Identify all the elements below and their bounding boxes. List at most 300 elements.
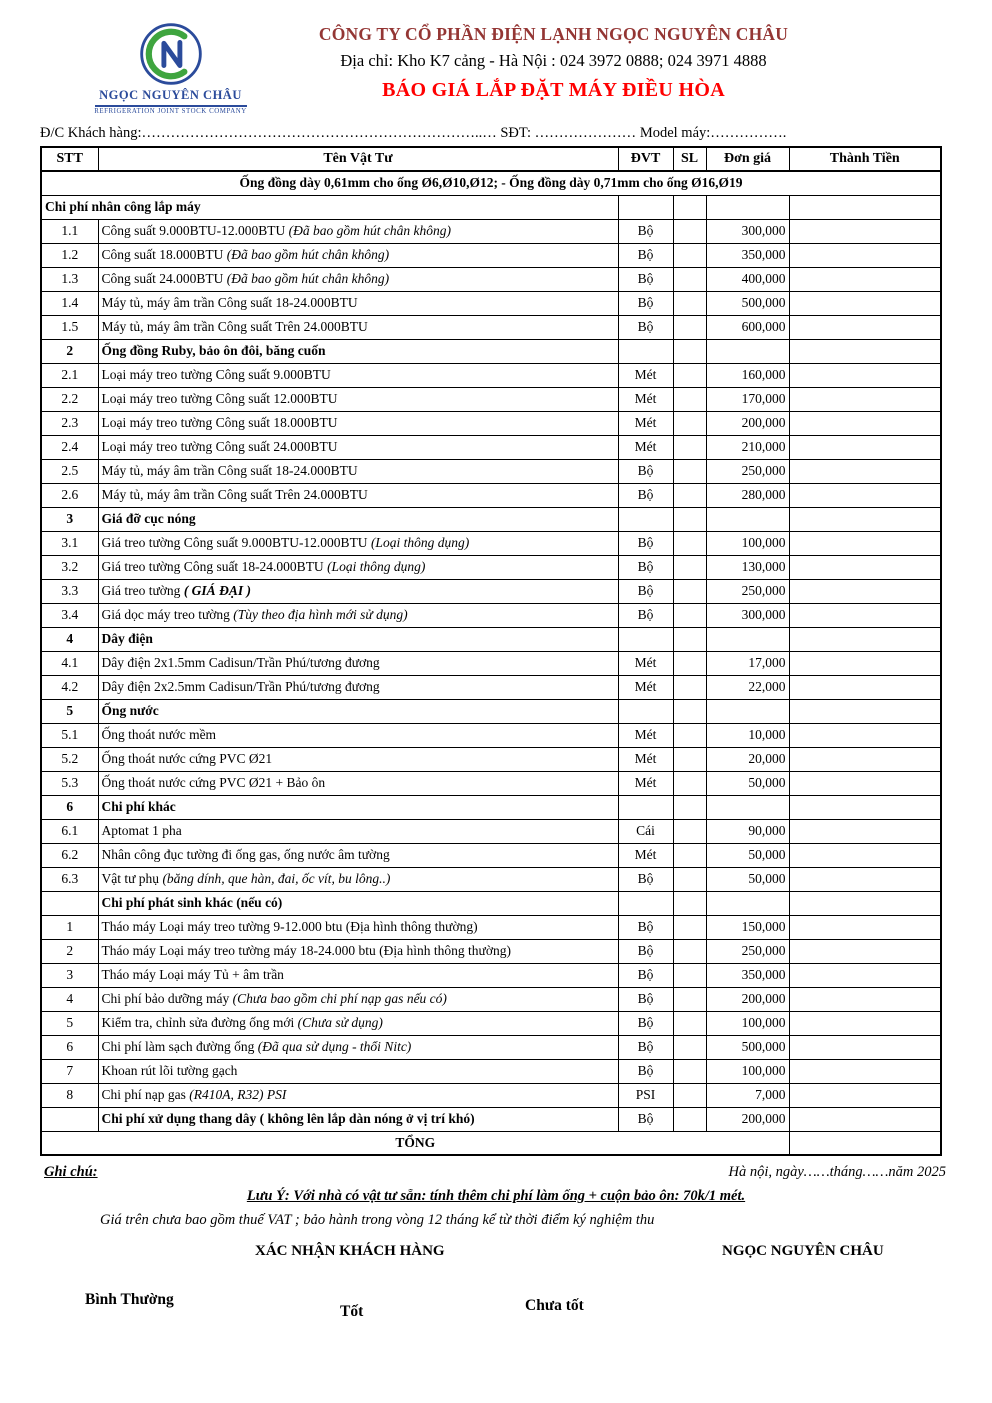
item-note-text: (băng dính, que hàn, đai, ốc vít, bu lông..) — [162, 871, 391, 886]
stt-cell: 2.3 — [41, 411, 98, 435]
total-amount-cell — [789, 891, 941, 915]
item-name-text: Ống thoát nước cứng PVC Ø21 — [101, 751, 273, 766]
total-amount-cell — [789, 315, 941, 339]
unit-price-cell: 280,000 — [706, 483, 789, 507]
quantity-cell — [673, 387, 706, 411]
header-unit-price: Đơn giá — [706, 147, 789, 171]
item-name-text: Ống nước — [101, 703, 159, 718]
unit-cell: Bộ — [618, 987, 673, 1011]
unit-price-cell: 300,000 — [706, 219, 789, 243]
total-amount-cell — [789, 387, 941, 411]
unit-price-cell: 350,000 — [706, 243, 789, 267]
item-name-text: Aptomat 1 pha — [101, 823, 182, 838]
item-name-text: Loại máy treo tường Công suất 24.000BTU — [101, 439, 338, 454]
logo-divider — [95, 105, 247, 107]
quantity-cell — [673, 411, 706, 435]
unit-price-cell: 350,000 — [706, 963, 789, 987]
unit-cell: Bộ — [618, 555, 673, 579]
unit-price-cell — [706, 339, 789, 363]
total-amount-cell — [789, 1011, 941, 1035]
item-name-cell — [98, 795, 618, 819]
stt-cell: 2.4 — [41, 435, 98, 459]
unit-cell: Bộ — [618, 291, 673, 315]
item-row — [41, 723, 941, 747]
total-amount-cell — [789, 531, 941, 555]
quantity-cell — [673, 219, 706, 243]
customer-info-line — [40, 125, 952, 142]
stt-cell: 1.5 — [41, 315, 98, 339]
stt-cell: 1.2 — [41, 243, 98, 267]
quantity-cell — [673, 915, 706, 939]
unit-price-cell: 600,000 — [706, 315, 789, 339]
unit-cell: Mét — [618, 387, 673, 411]
item-name-cell — [98, 867, 618, 891]
item-row — [41, 219, 941, 243]
quantity-cell — [673, 315, 706, 339]
total-amount-cell — [789, 915, 941, 939]
logo-brand-text: NGỌC NGUYÊN CHÂU — [99, 88, 242, 102]
unit-cell: Bộ — [618, 1011, 673, 1035]
total-amount-cell — [789, 195, 941, 219]
total-amount-cell — [789, 819, 941, 843]
item-name-cell — [98, 747, 618, 771]
company-logo — [88, 20, 253, 115]
item-name-text: Giá dọc máy treo tường — [101, 607, 234, 622]
quantity-cell — [673, 627, 706, 651]
total-amount-cell — [789, 963, 941, 987]
footer-notes-row — [44, 1164, 946, 1181]
stt-cell: 3.1 — [41, 531, 98, 555]
unit-price-cell — [706, 699, 789, 723]
quantity-cell — [673, 1059, 706, 1083]
item-row — [41, 1011, 941, 1035]
quantity-cell — [673, 483, 706, 507]
header-item-name: Tên Vật Tư — [98, 147, 618, 171]
total-amount-cell — [789, 603, 941, 627]
item-name-text: Công suất 18.000BTU — [101, 247, 227, 262]
quantity-cell — [673, 579, 706, 603]
item-name-text: Chi phí phát sinh khác (nếu có) — [101, 895, 283, 910]
item-note-text: (R410A, R32) PSI — [189, 1087, 287, 1102]
total-amount-cell — [789, 939, 941, 963]
unit-price-cell: 7,000 — [706, 1083, 789, 1107]
item-row — [41, 771, 941, 795]
item-name-text: Vật tư phụ — [101, 871, 163, 886]
unit-price-cell — [706, 795, 789, 819]
section-row — [41, 339, 941, 363]
unit-cell: Bộ — [618, 531, 673, 555]
item-name-cell — [98, 555, 618, 579]
item-name-text: Giá đỡ cục nóng — [101, 511, 196, 526]
item-row — [41, 1059, 941, 1083]
unit-price-cell: 200,000 — [706, 1107, 789, 1131]
unit-price-cell: 200,000 — [706, 411, 789, 435]
total-amount-cell — [789, 507, 941, 531]
unit-price-cell — [706, 195, 789, 219]
stt-cell — [41, 1107, 98, 1131]
stt-cell: 6.2 — [41, 843, 98, 867]
total-amount-cell — [789, 579, 941, 603]
quantity-cell — [673, 555, 706, 579]
quantity-cell — [673, 339, 706, 363]
total-amount-cell — [789, 363, 941, 387]
stt-cell: 2.2 — [41, 387, 98, 411]
warning-note: Lưu Ý: Với nhà có vật tư sẵn: tính thêm chi phí làm ống + cuộn bảo ôn: 70k/1 mét. — [246, 1188, 746, 1204]
item-name-cell — [98, 987, 618, 1011]
document-title: BÁO GIÁ LẮP ĐẶT MÁY ĐIỀU HÒA — [382, 79, 725, 101]
header-text-block — [253, 20, 992, 102]
unit-cell: Mét — [618, 363, 673, 387]
item-row — [41, 675, 941, 699]
unit-price-cell: 250,000 — [706, 459, 789, 483]
item-name-cell — [98, 819, 618, 843]
item-name-cell — [98, 603, 618, 627]
notes-label: Ghi chú: — [44, 1164, 98, 1180]
unit-cell: PSI — [618, 1083, 673, 1107]
item-name-cell — [98, 651, 618, 675]
unit-price-cell: 10,000 — [706, 723, 789, 747]
item-name-cell — [98, 1083, 618, 1107]
unit-cell — [618, 339, 673, 363]
item-name-cell — [98, 315, 618, 339]
quantity-cell — [673, 603, 706, 627]
unit-cell: Bộ — [618, 603, 673, 627]
item-name-text: Kiểm tra, chỉnh sửa đường ống mới — [101, 1015, 298, 1030]
total-amount-cell — [789, 843, 941, 867]
item-name-cell — [98, 627, 618, 651]
total-amount-cell — [789, 1035, 941, 1059]
unit-price-cell: 160,000 — [706, 363, 789, 387]
quantity-cell — [673, 771, 706, 795]
stt-cell: 5 — [41, 1011, 98, 1035]
section-row — [41, 699, 941, 723]
unit-cell: Cái — [618, 819, 673, 843]
total-amount-cell — [789, 291, 941, 315]
item-row — [41, 291, 941, 315]
unit-cell — [618, 699, 673, 723]
total-amount-cell — [789, 723, 941, 747]
vat-note: Giá trên chưa bao gồm thuế VAT ; bảo hành trong vòng 12 tháng kể từ thời điểm ký nghiệm thu — [100, 1212, 655, 1228]
stt-cell: 3.2 — [41, 555, 98, 579]
item-name-cell — [98, 723, 618, 747]
item-name-text: Dây điện — [101, 631, 153, 646]
unit-cell: Mét — [618, 747, 673, 771]
customer-confirm-label: XÁC NHẬN KHÁCH HÀNG — [255, 1243, 445, 1259]
item-name-cell — [98, 1035, 618, 1059]
item-name-text: Loại máy treo tường Công suất 12.000BTU — [101, 391, 338, 406]
quantity-cell — [673, 795, 706, 819]
quantity-cell — [673, 1083, 706, 1107]
stt-cell: 6 — [41, 1035, 98, 1059]
item-name-cell — [98, 1107, 618, 1131]
unit-cell — [618, 507, 673, 531]
item-name-text: Ống đồng Ruby, bảo ôn đôi, băng cuốn — [101, 343, 326, 358]
total-amount-cell — [789, 795, 941, 819]
date-line: Hà nội, ngày……tháng……năm 2025 — [728, 1164, 946, 1180]
unit-cell: Mét — [618, 843, 673, 867]
item-row — [41, 459, 941, 483]
unit-price-cell: 200,000 — [706, 987, 789, 1011]
stt-cell: 1.1 — [41, 219, 98, 243]
item-name-text: Máy tủ, máy âm trần Công suất Trên 24.000BTU — [101, 319, 368, 334]
item-row — [41, 243, 941, 267]
unit-cell: Bộ — [618, 483, 673, 507]
logo-subtitle: REFRIGERATION JOINT STOCK COMPANY — [94, 108, 247, 115]
stt-cell: 6.1 — [41, 819, 98, 843]
item-name-text: Giá treo tường Công suất 18-24.000BTU — [101, 559, 328, 574]
item-name-text: Dây điện 2x1.5mm Cadisun/Trần Phú/tương đương — [101, 655, 380, 670]
unit-price-cell: 90,000 — [706, 819, 789, 843]
item-row — [41, 867, 941, 891]
stt-cell: 1.3 — [41, 267, 98, 291]
item-row — [41, 651, 941, 675]
total-amount-cell — [789, 1083, 941, 1107]
item-name-text: Chi phí làm sạch đường ống — [101, 1039, 258, 1054]
unit-price-cell: 210,000 — [706, 435, 789, 459]
total-amount-cell — [789, 747, 941, 771]
item-note-text: (Tùy theo địa hình mới sử dụng) — [233, 607, 408, 622]
total-label-cell: TỔNG — [41, 1131, 789, 1155]
item-name-text: Ống thoát nước mềm — [101, 727, 217, 742]
unit-price-cell — [706, 891, 789, 915]
stt-cell: 4 — [41, 627, 98, 651]
item-note-text: (Đã bao gồm hút chân không) — [288, 223, 451, 238]
stt-cell: 4.1 — [41, 651, 98, 675]
company-address: Địa chỉ: Kho K7 cảng - Hà Nội : 024 3972 0888; 024 3971 4888 — [340, 51, 767, 70]
item-row — [41, 819, 941, 843]
item-row — [41, 267, 941, 291]
item-name-cell — [98, 219, 618, 243]
item-name-text: Chi phí bảo dưỡng máy — [101, 991, 233, 1006]
stt-cell: 6 — [41, 795, 98, 819]
unit-cell: Bộ — [618, 915, 673, 939]
unit-price-cell: 100,000 — [706, 531, 789, 555]
item-note-text: ( GIÁ ĐẠI ) — [183, 583, 251, 598]
quotation-table — [40, 146, 942, 1156]
unit-cell: Bộ — [618, 315, 673, 339]
unit-cell: Bộ — [618, 1107, 673, 1131]
item-name-cell — [98, 891, 618, 915]
quantity-cell — [673, 651, 706, 675]
quantity-cell — [673, 435, 706, 459]
rating-normal-label: Bình Thường — [85, 1291, 174, 1308]
total-amount-cell — [789, 555, 941, 579]
stt-cell: 3 — [41, 507, 98, 531]
quantity-cell — [673, 747, 706, 771]
item-row — [41, 579, 941, 603]
item-name-text: Máy tủ, máy âm trần Công suất 18-24.000BTU — [101, 295, 358, 310]
quantity-cell — [673, 939, 706, 963]
unit-price-cell: 20,000 — [706, 747, 789, 771]
unit-price-cell — [706, 627, 789, 651]
item-row — [41, 939, 941, 963]
unit-cell: Mét — [618, 675, 673, 699]
item-name-cell — [98, 243, 618, 267]
section-row — [41, 627, 941, 651]
header-unit: ĐVT — [618, 147, 673, 171]
item-name-text: Chi phí xử dụng thang dây ( không lên lắp dàn nóng ở vị trí khó) — [101, 1111, 475, 1126]
unit-price-cell: 22,000 — [706, 675, 789, 699]
unit-price-cell: 500,000 — [706, 1035, 789, 1059]
item-name-cell — [98, 531, 618, 555]
item-name-text: Giá treo tường Công suất 9.000BTU-12.000BTU — [101, 535, 371, 550]
item-name-cell — [98, 939, 618, 963]
unit-cell: Bộ — [618, 1035, 673, 1059]
total-amount-cell — [789, 411, 941, 435]
quantity-cell — [673, 675, 706, 699]
section-row — [41, 795, 941, 819]
total-amount-cell — [789, 339, 941, 363]
total-amount-cell — [789, 1059, 941, 1083]
stt-cell: 1 — [41, 915, 98, 939]
signature-row — [0, 1243, 992, 1267]
item-note-text: (Loại thông dụng) — [370, 535, 470, 550]
unit-cell: Mét — [618, 771, 673, 795]
total-amount-cell — [789, 459, 941, 483]
item-name-cell — [98, 1011, 618, 1035]
item-name-cell — [98, 267, 618, 291]
stt-cell: 5 — [41, 699, 98, 723]
pipe-note-cell: Ống đồng dày 0,61mm cho ống Ø6,Ø10,Ø12; - Ống đồng dày 0,71mm cho ống Ø16,Ø19 — [41, 171, 941, 195]
item-row — [41, 747, 941, 771]
unit-cell: Mét — [618, 723, 673, 747]
unit-price-cell: 150,000 — [706, 915, 789, 939]
stt-cell: 3.3 — [41, 579, 98, 603]
item-name-text: Chi phí khác — [101, 799, 176, 814]
item-row — [41, 315, 941, 339]
item-row — [41, 987, 941, 1011]
item-row — [41, 915, 941, 939]
item-name-cell — [98, 579, 618, 603]
unit-cell: Bộ — [618, 459, 673, 483]
unit-price-cell: 100,000 — [706, 1011, 789, 1035]
unit-cell: Bộ — [618, 243, 673, 267]
item-note-text: (Chưa bao gồm chi phí nạp gas nếu có) — [232, 991, 447, 1006]
item-note-text: (Đã qua sử dụng - thổi Nitc) — [257, 1039, 412, 1054]
unit-cell: Bộ — [618, 579, 673, 603]
total-amount-cell — [789, 675, 941, 699]
company-sign-label: NGỌC NGUYÊN CHÂU — [722, 1243, 884, 1259]
item-name-cell — [98, 963, 618, 987]
stt-cell: 5.2 — [41, 747, 98, 771]
rating-good-label: Tốt — [340, 1303, 364, 1320]
header-stt: STT — [41, 147, 98, 171]
item-name-cell — [98, 339, 618, 363]
header-total: Thành Tiền — [789, 147, 941, 171]
item-note-text: (Loại thông dụng) — [327, 559, 426, 574]
unit-cell: Mét — [618, 651, 673, 675]
item-row — [41, 555, 941, 579]
stt-cell: 8 — [41, 1083, 98, 1107]
quantity-cell — [673, 1011, 706, 1035]
item-note-text: (Đã bao gồm hút chân không) — [226, 271, 390, 286]
stt-cell: 6.3 — [41, 867, 98, 891]
item-row — [41, 1035, 941, 1059]
item-name-text: Nhân công đục tường đi ống gas, ống nước âm tường — [101, 847, 390, 862]
total-amount-cell — [789, 651, 941, 675]
unit-cell: Bộ — [618, 939, 673, 963]
item-row — [41, 387, 941, 411]
item-row — [41, 963, 941, 987]
unit-cell: Mét — [618, 411, 673, 435]
item-row — [41, 1083, 941, 1107]
unit-price-cell: 17,000 — [706, 651, 789, 675]
section-row — [41, 195, 941, 219]
customer-address-field: Đ/C Khách hàng:……………………………………………………………..… — [40, 125, 497, 141]
quantity-cell — [673, 459, 706, 483]
stt-cell: 2 — [41, 939, 98, 963]
item-name-text: Dây điện 2x2.5mm Cadisun/Trần Phú/tương đương — [101, 679, 380, 694]
item-name-text: Công suất 9.000BTU-12.000BTU — [101, 223, 289, 238]
stt-cell: 5.1 — [41, 723, 98, 747]
unit-price-cell: 50,000 — [706, 843, 789, 867]
unit-price-cell: 250,000 — [706, 579, 789, 603]
item-name-cell — [98, 915, 618, 939]
stt-cell: 3.4 — [41, 603, 98, 627]
unit-price-cell: 130,000 — [706, 555, 789, 579]
total-amount-cell — [789, 699, 941, 723]
quantity-cell — [673, 267, 706, 291]
unit-price-cell: 170,000 — [706, 387, 789, 411]
stt-cell: 4.2 — [41, 675, 98, 699]
section-row — [41, 891, 941, 915]
total-amount-cell — [789, 243, 941, 267]
unit-price-cell: 50,000 — [706, 771, 789, 795]
item-name-text: Tháo máy Loại máy treo tường 9-12.000 btu (Địa hình thông thường) — [101, 919, 478, 934]
item-row — [41, 363, 941, 387]
quantity-cell — [673, 987, 706, 1011]
stt-cell: 2.5 — [41, 459, 98, 483]
stt-cell: 1.4 — [41, 291, 98, 315]
stt-cell: 2 — [41, 339, 98, 363]
unit-price-cell: 100,000 — [706, 1059, 789, 1083]
rating-row — [0, 1291, 992, 1337]
quantity-cell — [673, 819, 706, 843]
unit-cell: Bộ — [618, 963, 673, 987]
quantity-cell — [673, 291, 706, 315]
item-note-text: (Chưa sử dụng) — [297, 1015, 383, 1030]
company-name: CÔNG TY CỔ PHẦN ĐIỆN LẠNH NGỌC NGUYÊN CHÂU — [318, 24, 789, 44]
item-note-text: (Đã bao gồm hút chân không) — [226, 247, 390, 262]
item-name-text: Khoan rút lõi tường gạch — [101, 1063, 238, 1078]
item-name-cell — [98, 843, 618, 867]
item-row — [41, 1107, 941, 1131]
unit-price-cell: 500,000 — [706, 291, 789, 315]
table-header-row — [41, 147, 941, 171]
unit-cell — [618, 195, 673, 219]
item-name-text: Giá treo tường — [101, 583, 184, 598]
unit-price-cell: 400,000 — [706, 267, 789, 291]
item-name-text: Chi phí nạp gas — [101, 1087, 190, 1102]
item-name-text: Loại máy treo tường Công suất 18.000BTU — [101, 415, 338, 430]
item-row — [41, 603, 941, 627]
item-row — [41, 435, 941, 459]
stt-cell: 4 — [41, 987, 98, 1011]
customer-model-field: Model máy:……………. — [639, 125, 787, 141]
quantity-cell — [673, 963, 706, 987]
unit-price-cell — [706, 507, 789, 531]
item-name-cell — [98, 435, 618, 459]
stt-cell — [41, 891, 98, 915]
quantity-cell — [673, 363, 706, 387]
item-name-cell — [98, 363, 618, 387]
quantity-cell — [673, 867, 706, 891]
item-name-cell — [98, 411, 618, 435]
stt-cell: 5.3 — [41, 771, 98, 795]
item-name-cell — [98, 459, 618, 483]
quantity-cell — [673, 531, 706, 555]
total-amount-cell — [789, 267, 941, 291]
